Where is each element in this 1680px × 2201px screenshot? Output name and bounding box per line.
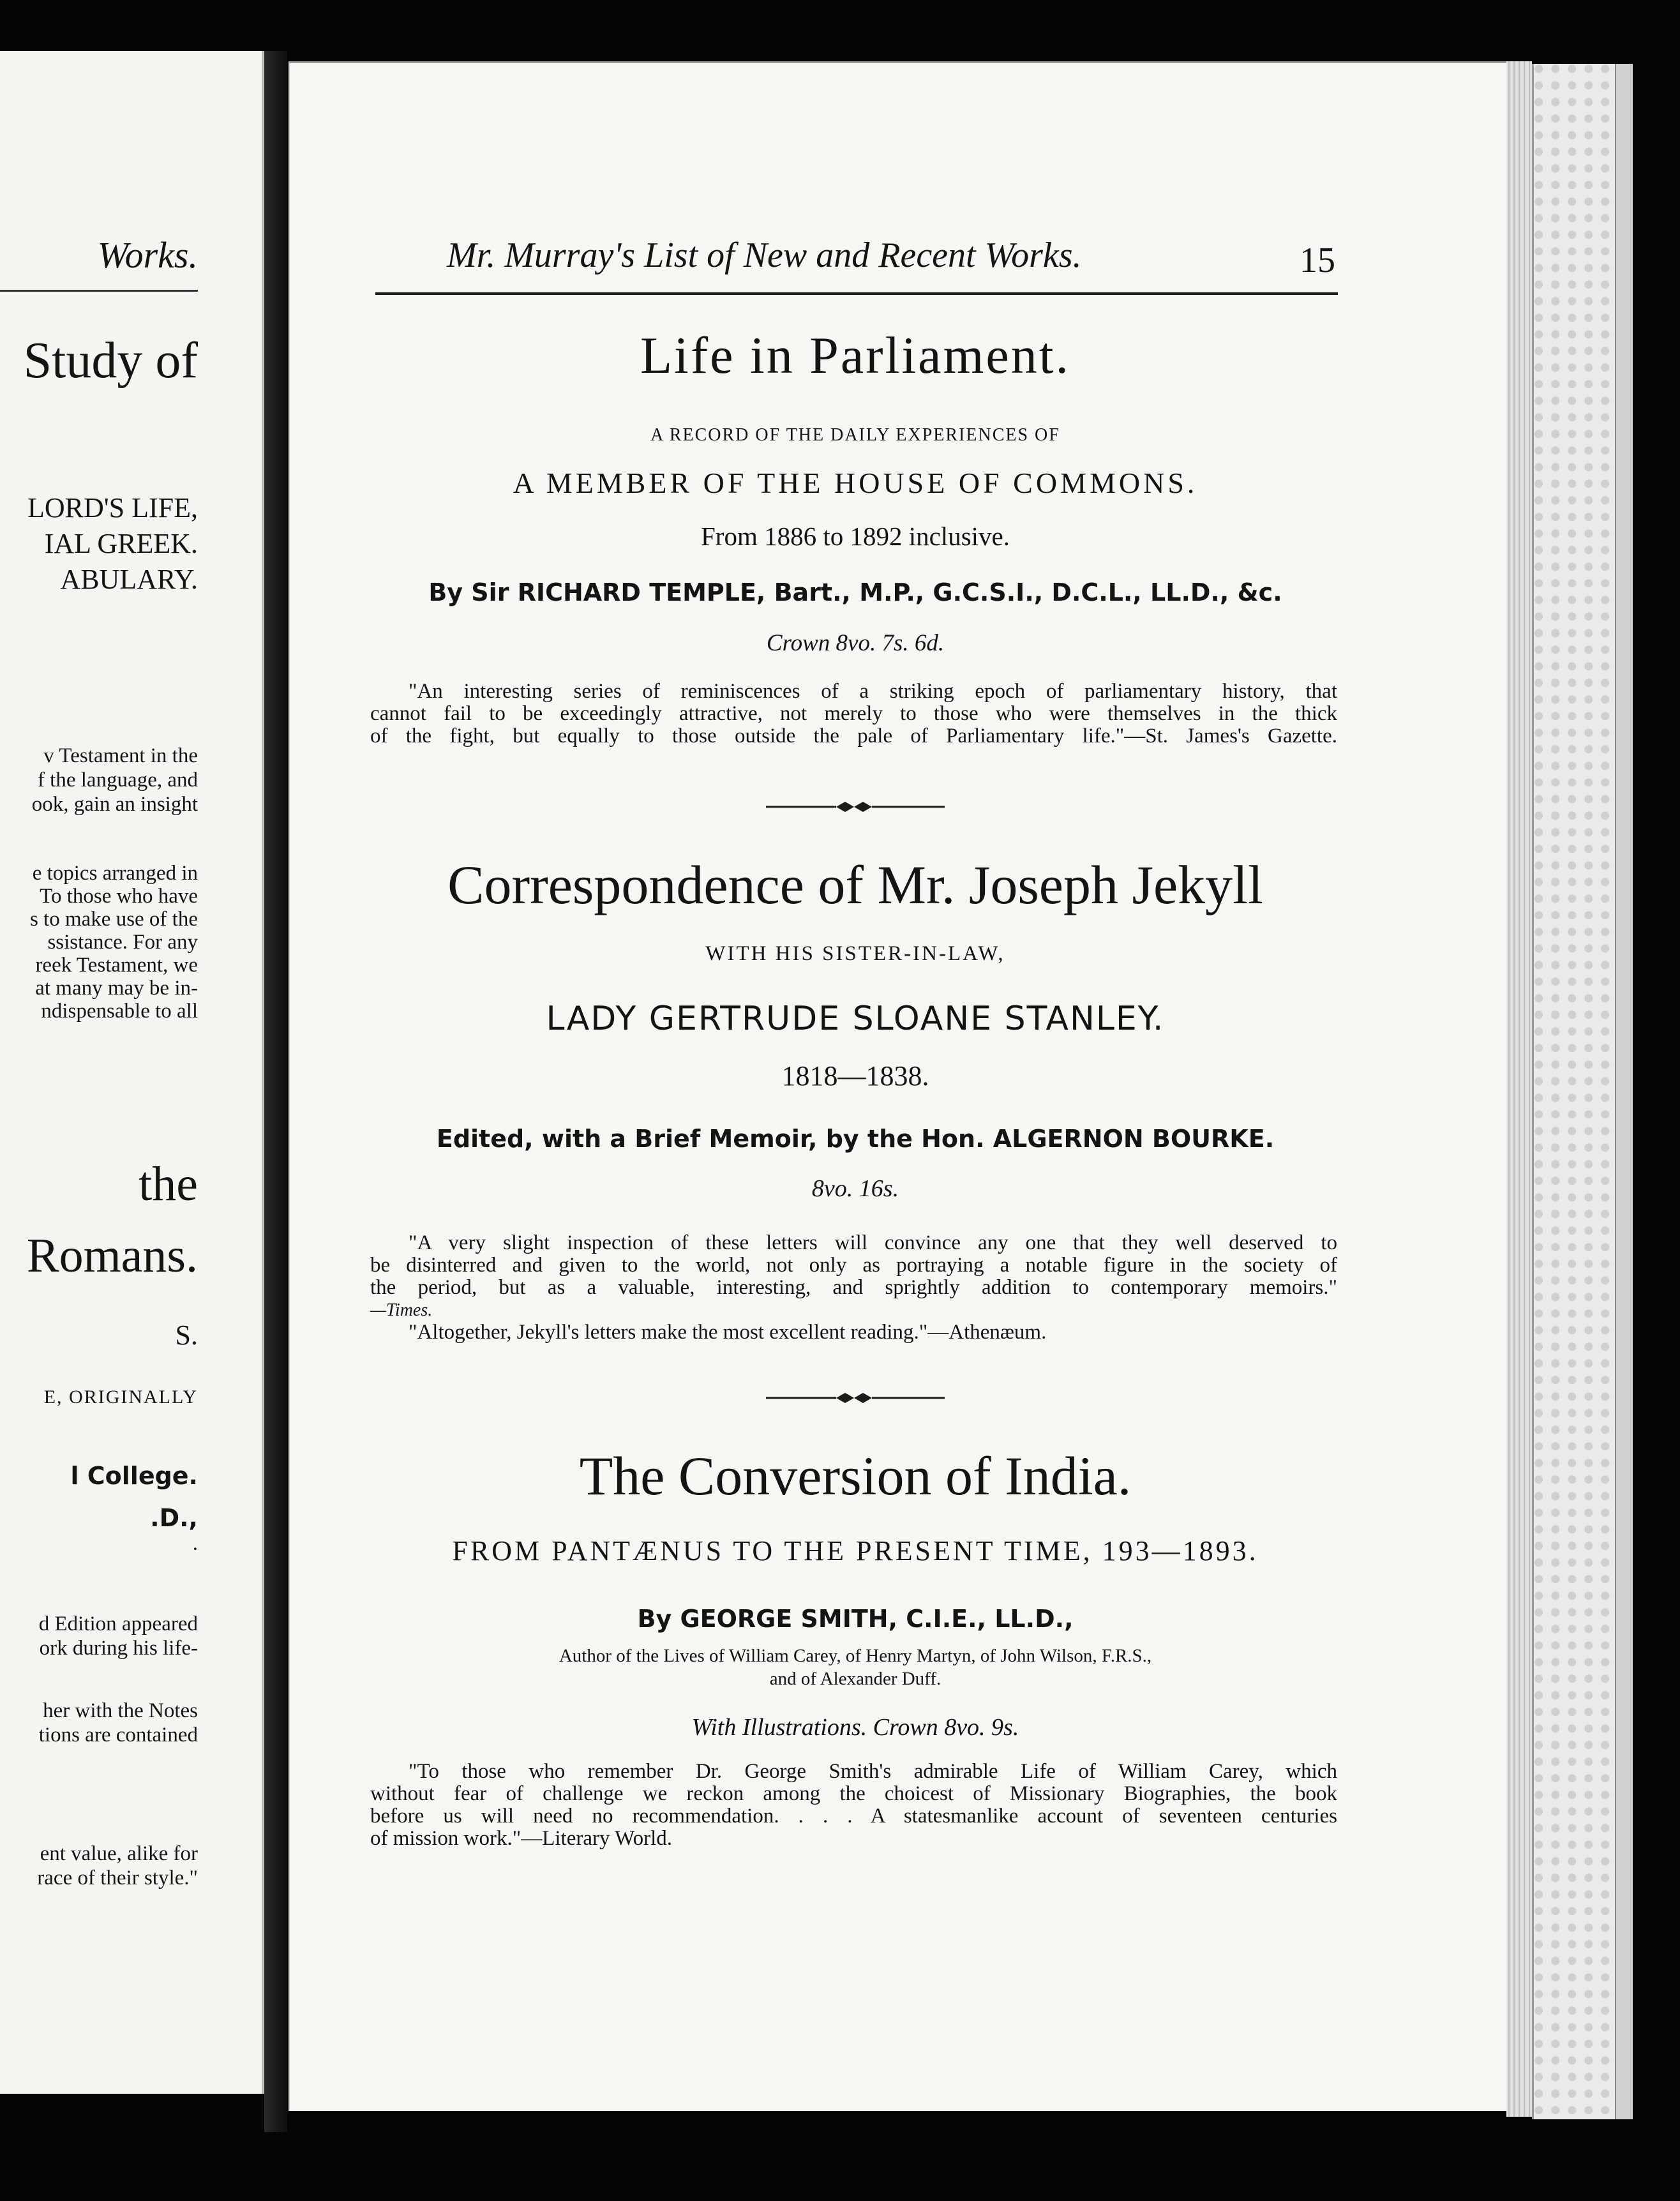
left-line: ABULARY. xyxy=(60,564,198,595)
running-title: Mr. Murray's List of New and Recent Works. xyxy=(447,236,1082,275)
left-header-rule xyxy=(0,290,198,292)
left-line: race of their style." xyxy=(37,1867,198,1889)
quote-line: "To those who remember Dr. George Smith's admirable Life of William Carey, which xyxy=(409,1760,1337,1783)
entry-subtitle-small: A RECORD OF THE DAILY EXPERIENCES OF xyxy=(650,425,1060,445)
quote-line: without fear of challenge we reckon among the choicest of Missionary Biographies, the book xyxy=(370,1782,1337,1805)
left-line: ndispensable to all xyxy=(41,1000,198,1023)
quote-line: the period, but as a valuable, interesting, and sprightly addition to contemporary memoirs." xyxy=(370,1276,1337,1299)
left-line: ssistance. For any xyxy=(47,931,198,954)
entry-title: Life in Parliament. xyxy=(640,326,1071,384)
left-heading-2: the xyxy=(139,1157,198,1211)
cover-edge xyxy=(1615,64,1633,2119)
left-line: ent value, alike for xyxy=(40,1842,198,1865)
left-line: s to make use of the xyxy=(29,908,198,931)
entry-format: Crown 8vo. 7s. 6d. xyxy=(766,630,945,656)
entry-author-note: Author of the Lives of William Carey, of Henry Martyn, of John Wilson, F.R.S., xyxy=(559,1646,1152,1666)
entry-review-quote xyxy=(370,680,1337,747)
entry-byline: By Sir RICHARD TEMPLE, Bart., M.P., G.C.S.I., D.C.L., LL.D., &c. xyxy=(428,578,1282,606)
entry-subtitle-large: FROM PANTÆNUS TO THE PRESENT TIME, 193—1893. xyxy=(452,1535,1259,1566)
entry-review-quote xyxy=(370,1232,1337,1344)
left-line: l College. xyxy=(70,1462,198,1490)
entry-title: The Conversion of India. xyxy=(579,1445,1132,1506)
page-block-edge xyxy=(1506,61,1532,2117)
section-divider-ornament xyxy=(766,1390,945,1406)
left-line: reek Testament, we xyxy=(35,954,198,977)
entry-subtitle-large: LADY GERTRUDE SLOANE STANLEY. xyxy=(546,1000,1165,1038)
quote-line: before us will need no recommendation. . . . A statesmanlike account of seventeen centuries xyxy=(370,1805,1337,1828)
left-line: E, ORIGINALLY xyxy=(43,1386,198,1408)
left-line: .D., xyxy=(150,1504,198,1532)
left-line: e topics arranged in xyxy=(32,862,198,885)
left-line: her with the Notes xyxy=(43,1699,198,1722)
entry-format: With Illustrations. Crown 8vo. 9s. xyxy=(691,1714,1019,1741)
left-running-head: Works. xyxy=(97,234,198,276)
quote-line: "A very slight inspection of these letters will convince any one that they well deserved to xyxy=(409,1231,1337,1254)
left-line: S. xyxy=(175,1319,198,1351)
left-line: To those who have xyxy=(40,885,198,908)
entry-author-note: and of Alexander Duff. xyxy=(769,1669,941,1689)
entry-dates: 1818—1838. xyxy=(781,1060,929,1092)
left-line: IAL GREEK. xyxy=(44,528,198,559)
quote-line: "An interesting series of reminiscences of a striking epoch of parliamentary history, that xyxy=(409,680,1337,703)
entry-title: Correspondence of Mr. Joseph Jekyll xyxy=(447,854,1263,915)
entry-subtitle-large: A MEMBER OF THE HOUSE OF COMMONS. xyxy=(513,467,1198,499)
left-line: d Edition appeared xyxy=(38,1612,198,1635)
left-line: ork during his life- xyxy=(39,1637,198,1660)
page-number: 15 xyxy=(1300,241,1335,280)
left-heading-1: Study of xyxy=(23,333,198,389)
entry-byline: Edited, with a Brief Memoir, by the Hon. ALGERNON BOURKE. xyxy=(436,1125,1275,1153)
left-line: . xyxy=(192,1532,198,1555)
quote-line: of the fight, but equally to those outside the pale of Parliamentary life."—St. James's Gazette. xyxy=(370,725,1337,747)
left-line: v Testament in the xyxy=(43,744,198,767)
quote-line: be disinterred and given to the world, not only as portraying a notable figure in the society of xyxy=(370,1254,1337,1277)
entry-subtitle-small: WITH HIS SISTER-IN-LAW, xyxy=(705,942,1005,965)
entry-format: 8vo. 16s. xyxy=(811,1175,899,1202)
left-page xyxy=(0,51,264,2094)
quote-line: "Altogether, Jekyll's letters make the most excellent reading."—Athenæum. xyxy=(409,1321,1047,1344)
left-line: f the language, and xyxy=(37,769,198,792)
left-line: LORD'S LIFE, xyxy=(27,492,198,523)
quote-line: —Times. xyxy=(370,1300,433,1320)
book-gutter xyxy=(264,51,287,2132)
entry-dates: From 1886 to 1892 inclusive. xyxy=(700,522,1010,551)
left-line: at many may be in- xyxy=(35,977,198,1000)
left-heading-3: Romans. xyxy=(26,1229,198,1282)
left-line: ook, gain an insight xyxy=(31,793,198,816)
entry-review-quote xyxy=(370,1761,1337,1850)
quote-line: of mission work."—Literary World. xyxy=(370,1827,673,1850)
section-divider-ornament xyxy=(766,799,945,815)
header-rule xyxy=(375,292,1338,295)
cover-cloth-pattern xyxy=(1532,64,1617,2119)
entry-byline: By GEORGE SMITH, C.I.E., LL.D., xyxy=(637,1605,1074,1633)
left-line: tions are contained xyxy=(38,1724,198,1747)
quote-line: cannot fail to be exceedingly attractive, not merely to those who were themselves in the thick xyxy=(370,702,1337,725)
